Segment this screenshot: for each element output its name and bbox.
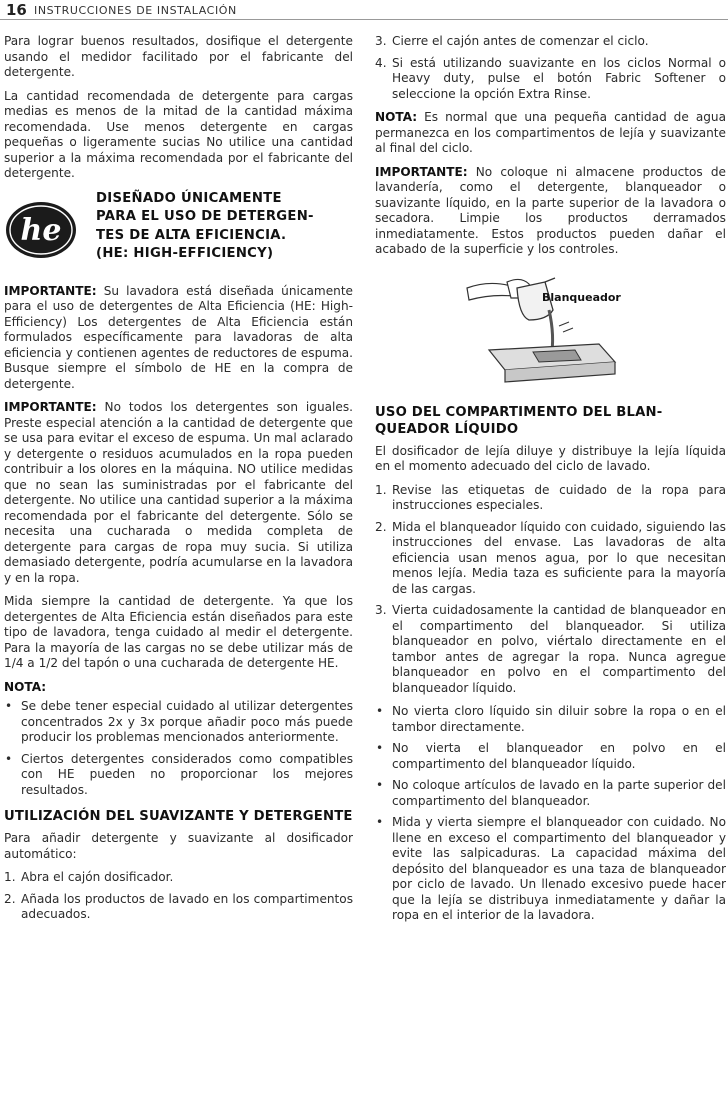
header-rule bbox=[0, 19, 728, 20]
list-item: 4. Si está utilizando suavizante en los ciclos Normal o Heavy duty, pulse el botón Fabric Softener o seleccione la opción Extra Rinse. bbox=[375, 55, 726, 101]
right-column bbox=[375, 34, 726, 932]
he-title bbox=[96, 190, 354, 264]
page-number: 16 bbox=[6, 1, 27, 19]
section-heading-softener: UTILIZACIÓN DEL SUAVIZANTE Y DETERGENTE bbox=[4, 809, 353, 824]
bullet-icon: • bbox=[376, 815, 384, 829]
he-title-line: TES DE ALTA EFICIENCIA. bbox=[96, 227, 287, 243]
softener-steps bbox=[4, 870, 353, 923]
bullet-icon: • bbox=[5, 699, 13, 713]
he-logo-icon bbox=[4, 200, 78, 260]
list-item: • Se debe tener especial cuidado al utilizar detergentes concentrados 2x y 3x porque añadir poco más puede producir los problemas mencionados anteriormente. bbox=[5, 699, 353, 744]
header-title: INSTRUCCIONES DE INSTALACIÓN bbox=[34, 4, 237, 17]
list-item: • Mida y vierta siempre el blanqueador con cuidado. No llene en exceso el compartimento del blanqueador y evite las salpicaduras. La capacidad máxima del depósito del blanqueador es una taza de blanqueador por ciclo de lavado. Un llenado excesivo puede hacer que la lejía se distribuya inmediatamente y dañar la ropa en el interior de la lavadora. bbox=[376, 815, 726, 922]
important-text: No todos los detergentes son iguales. Preste especial atención a la cantidad de detergente que se usa para evitar el exceso de espuma. Un mal aclarado y detergente o residuos acumulados en la ropa pueden contribuir a los olores en la máquina. NO utilice medidas que no sean las suministradas por el fabricante del detergente. No utilice una cantidad superior a la máxima recomendada por el fabricante del detergente. Sólo se necesita una cucharada o medida completa de detergente para cargas de ropa muy sucia. Si utiliza demasiado detergente, podría acumularse en la lavadora y en la ropa. bbox=[4, 400, 353, 585]
list-item: • Ciertos detergentes considerados como compatibles con HE pueden no proporcionar los mejores resultados. bbox=[5, 751, 353, 797]
important-text: No coloque ni almacene productos de lavandería, como el detergente, blanqueador o suavizante líquido, en la parte superior de la lavadora o secadora. Limpie los productos derramados inmediatamente. Estos productos pueden dañar el acabado de la superficie y los controles. bbox=[375, 164, 726, 256]
note-label: NOTA: bbox=[375, 110, 418, 124]
bleach-illustration bbox=[375, 266, 726, 394]
paragraph-important-he bbox=[4, 284, 353, 393]
list-item: 1. Revise las etiquetas de cuidado de la ropa para instrucciones especiales. bbox=[375, 482, 726, 512]
paragraph-recommended-amount: La cantidad recomendada de detergente para cargas medias es menos de la mitad de la cantidad máxima recomendada. Use menos detergente en cargas pequeñas o ligeramente sucias No utilice una cantidad superior a la máxima recomendada por el fabricante del detergente. bbox=[4, 88, 353, 180]
list-item: 2. Añada los productos de lavado en los compartimentos adecuados. bbox=[4, 891, 353, 921]
important-text: Su lavadora está diseñada únicamente para el uso de detergentes de Alta Eficiencia (HE: High-Efficiency) Los detergentes de Alta Eficiencia están formulados específicamente para lavadoras de alta eficiencia y contienen agentes de reductores de espuma. Busque siempre el símbolo de HE en la compra de detergente. bbox=[4, 283, 353, 391]
paragraph-bleach-intro: El dosificador de lejía diluye y distribuye la lejía líquida en el momento adecuado del ciclo de lavado. bbox=[375, 443, 726, 473]
important-label: IMPORTANTE: bbox=[4, 400, 97, 414]
he-section-heading bbox=[4, 190, 353, 282]
he-logo-text: he bbox=[20, 212, 62, 248]
left-column bbox=[4, 34, 353, 931]
illustration-label: Blanqueador bbox=[542, 290, 621, 304]
list-item: 3. Vierta cuidadosamente la cantidad de blanqueador en el compartimento del blanqueador. Si utiliza blanqueador en polvo, viértalo directamente en el tambor antes de agregar la ropa. Nunca agregue blanqueador en polvo en el compartimento del blanqueador líquido. bbox=[375, 603, 726, 695]
section-heading-bleach: USO DEL COMPARTIMENTO DEL BLANQUEADOR LÍQUIDO bbox=[375, 404, 663, 437]
list-item: 3. Cierre el cajón antes de comenzar el ciclo. bbox=[375, 34, 649, 48]
paragraph-note-water bbox=[375, 110, 726, 157]
page-header bbox=[0, 0, 728, 22]
bullet-icon: • bbox=[376, 704, 384, 718]
he-title-line: DISEÑADO ÚNICAMENTE bbox=[96, 190, 282, 206]
list-item: • No vierta el blanqueador en polvo en el compartimento del blanqueador líquido. bbox=[376, 741, 726, 771]
bullet-icon: • bbox=[376, 778, 384, 792]
paragraph-measure: Mida siempre la cantidad de detergente. Ya que los detergentes de Alta Eficiencia están diseñados para este tipo de lavadora, tenga cuidado al medir el detergente. Para la mayoría de las cargas no se debe utilizar más de 1/4 a 1/2 del tapón o una cucharada de detergente HE. bbox=[4, 594, 353, 670]
he-title-line: (HE: HIGH-EFFICIENCY) bbox=[96, 246, 274, 261]
paragraph-important-storage bbox=[375, 165, 726, 258]
note-text: Es normal que una pequeña cantidad de agua permanezca en los compartimentos de lejía y suavizante al final del ciclo. bbox=[375, 110, 726, 155]
important-label: IMPORTANTE: bbox=[375, 164, 468, 179]
bleach-bullet-list bbox=[375, 704, 726, 924]
bullet-icon: • bbox=[376, 741, 384, 755]
list-item: 1. Abra el cajón dosificador. bbox=[4, 870, 174, 884]
important-label: IMPORTANTE: bbox=[4, 283, 97, 298]
paragraph-softener-intro: Para añadir detergente y suavizante al dosificador automático: bbox=[4, 831, 353, 861]
paragraph-important-detergents bbox=[4, 400, 353, 586]
softener-steps-continued bbox=[375, 34, 726, 102]
note-title: NOTA: bbox=[4, 679, 47, 694]
paragraph-dosing: Para lograr buenos resultados, dosifique el detergente usando el medidor facilitado por el fabricante del detergente. bbox=[4, 34, 353, 79]
bleach-steps bbox=[375, 483, 726, 697]
note-bullet-list bbox=[4, 699, 353, 798]
list-item: 2. Mida el blanqueador líquido con cuidado, siguiendo las instrucciones del envase. Las lavadoras de alta eficiencia usan menos agua, por lo que necesitan menos lejía. Media taza es suficiente para la mayoría de las cargas. bbox=[375, 519, 726, 596]
he-title-line: PARA EL USO DE DETERGEN- bbox=[96, 209, 314, 224]
bullet-icon: • bbox=[5, 751, 13, 766]
pouring-bleach-illustration bbox=[459, 266, 629, 390]
list-item: • No coloque artículos de lavado en la parte superior del compartimento del blanqueador. bbox=[376, 778, 726, 808]
list-item: • No vierta cloro líquido sin diluir sobre la ropa o en el tambor directamente. bbox=[376, 704, 726, 734]
